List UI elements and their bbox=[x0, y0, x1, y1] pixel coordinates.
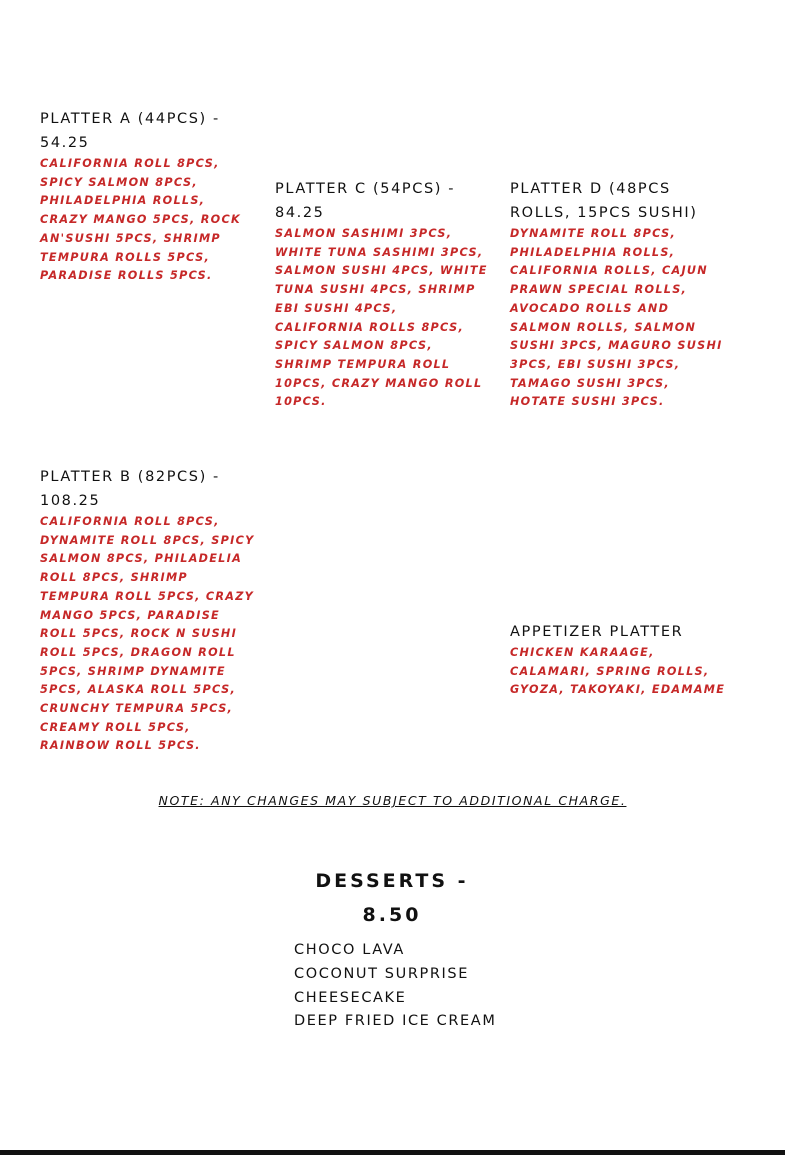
desserts-heading: DESSERTS - 8.50 bbox=[315, 870, 469, 926]
desserts-list bbox=[294, 939, 496, 1034]
platter-a-title: PLATTER A (44PCS) - 54.25 bbox=[40, 111, 220, 151]
platter-c-title: PLATTER C (54PCS) - 84.25 bbox=[275, 181, 456, 221]
dessert-item: CHEESECAKE bbox=[294, 989, 407, 1006]
dessert-item: DEEP FRIED ICE CREAM bbox=[294, 1013, 497, 1030]
platter-a-item bbox=[40, 107, 255, 286]
platter-c-item bbox=[275, 177, 490, 412]
platter-b-item bbox=[40, 465, 260, 756]
platter-c-description: SALMON SASHIMI 3PCS, WHITE TUNA SASHIMI 3PCS, SALMON SUSHI 4PCS, WHITE TUNA SUSHI 4PCS, SHRIMP EBI SUSHI 4PCS, CALIFORNIA ROLLS 8PCS, SPICY SALMON 8PCS, SHRIMP TEMPURA ROLL 10PCS, CRAZY MANGO ROLL 10PCS. bbox=[275, 227, 488, 409]
bottom-divider-bar bbox=[0, 1150, 785, 1155]
appetizer-platter-title: APPETIZER PLATTER bbox=[510, 624, 684, 640]
platter-b-title: PLATTER B (82PCS) - 108.25 bbox=[40, 469, 220, 509]
platter-b-description: CALIFORNIA ROLL 8PCS, DYNAMITE ROLL 8PCS, SPICY SALMON 8PCS, PHILADELIA ROLL 8PCS, SHRIMP TEMPURA ROLL 5PCS, CRAZY MANGO 5PCS, PARADISE ROLL 5PCS, ROCK N SUSHI ROLL 5PCS, DRAGON ROLL 5PCS, SHRIMP DYNAMITE 5PCS, ALASKA ROLL 5PCS, CRUNCHY TEMPURA 5PCS, CREAMY ROLL 5PCS, RAINBOW ROLL 5PCS. bbox=[40, 515, 255, 753]
dessert-item: COCONUT SURPRISE bbox=[294, 965, 469, 982]
appetizer-platter-description: CHICKEN KARAAGE, CALAMARI, SPRING ROLLS, GYOZA, TAKOYAKI, EDAMAME bbox=[510, 646, 726, 697]
additional-charge-note: NOTE: ANY CHANGES MAY SUBJECT TO ADDITIONAL CHARGE. bbox=[158, 793, 627, 808]
platter-d-item bbox=[510, 177, 730, 412]
appetizer-platter-item bbox=[510, 620, 730, 700]
platter-d-description: DYNAMITE ROLL 8PCS, PHILADELPHIA ROLLS, CALIFORNIA ROLLS, CAJUN PRAWN SPECIAL ROLLS, AVOCADO ROLLS AND SALMON ROLLS, SALMON SUSHI 3PCS, MAGURO SUSHI 3PCS, EBI SUSHI 3PCS, TAMAGO SUSHI 3PCS, HOTATE SUSHI 3PCS. bbox=[510, 227, 723, 409]
platter-a-description: CALIFORNIA ROLL 8PCS, SPICY SALMON 8PCS, PHILADELPHIA ROLLS, CRAZY MANGO 5PCS, ROCK AN'SUSHI 5PCS, SHRIMP TEMPURA ROLLS 5PCS, PARADISE ROLLS 5PCS. bbox=[40, 157, 241, 283]
platter-d-title: PLATTER D (48PCS ROLLS, 15PCS SUSHI) bbox=[510, 181, 698, 221]
dessert-item: CHOCO LAVA bbox=[294, 942, 405, 958]
